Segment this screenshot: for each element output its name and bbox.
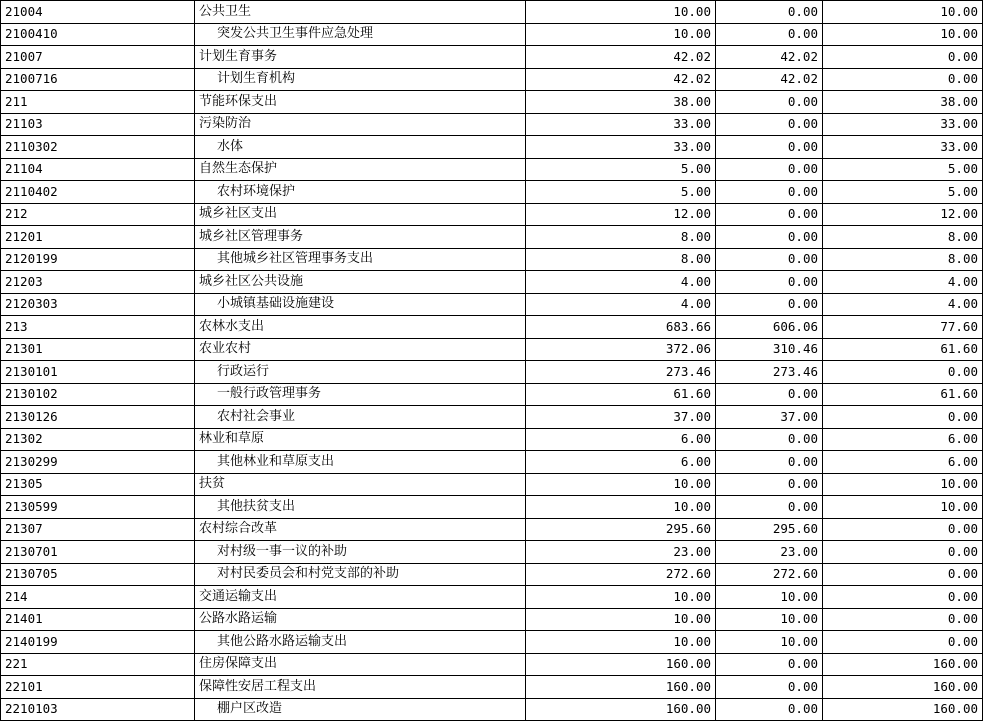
table-row — [1, 226, 983, 249]
subject-code-cell: 21305 — [1, 473, 195, 496]
project-expenditure-cell: 160.00 — [823, 676, 983, 699]
project-expenditure-cell: 10.00 — [823, 473, 983, 496]
project-expenditure-cell: 5.00 — [823, 181, 983, 204]
subject-name-cell: 扶贫 — [195, 473, 526, 496]
basic-expenditure-cell: 0.00 — [716, 136, 823, 159]
subject-name-cell: 住房保障支出 — [195, 653, 526, 676]
total-amount-cell: 33.00 — [526, 113, 716, 136]
table-row — [1, 473, 983, 496]
total-amount-cell: 10.00 — [526, 496, 716, 519]
project-expenditure-cell: 0.00 — [823, 563, 983, 586]
subject-name-cell: 计划生育事务 — [195, 46, 526, 69]
project-expenditure-cell: 0.00 — [823, 68, 983, 91]
project-expenditure-cell: 0.00 — [823, 518, 983, 541]
subject-name-cell: 棚户区改造 — [195, 698, 526, 721]
basic-expenditure-cell: 10.00 — [716, 586, 823, 609]
subject-name-cell: 保障性安居工程支出 — [195, 676, 526, 699]
project-expenditure-cell: 38.00 — [823, 91, 983, 114]
total-amount-cell: 295.60 — [526, 518, 716, 541]
total-amount-cell: 42.02 — [526, 46, 716, 69]
basic-expenditure-cell: 0.00 — [716, 91, 823, 114]
total-amount-cell: 38.00 — [526, 91, 716, 114]
total-amount-cell: 4.00 — [526, 293, 716, 316]
project-expenditure-cell: 77.60 — [823, 316, 983, 339]
table-row — [1, 608, 983, 631]
subject-code-cell: 21302 — [1, 428, 195, 451]
subject-name-cell: 城乡社区支出 — [195, 203, 526, 226]
project-expenditure-cell: 61.60 — [823, 338, 983, 361]
table-row — [1, 248, 983, 271]
basic-expenditure-cell: 42.02 — [716, 46, 823, 69]
subject-code-cell: 21401 — [1, 608, 195, 631]
project-expenditure-cell: 8.00 — [823, 248, 983, 271]
subject-code-cell: 2140199 — [1, 631, 195, 654]
table-row — [1, 136, 983, 159]
basic-expenditure-cell: 0.00 — [716, 293, 823, 316]
table-row — [1, 1, 983, 24]
subject-name-cell: 行政运行 — [195, 361, 526, 384]
subject-code-cell: 2210103 — [1, 698, 195, 721]
project-expenditure-cell: 61.60 — [823, 383, 983, 406]
subject-name-cell: 城乡社区管理事务 — [195, 226, 526, 249]
total-amount-cell: 8.00 — [526, 226, 716, 249]
basic-expenditure-cell: 0.00 — [716, 653, 823, 676]
basic-expenditure-cell: 0.00 — [716, 428, 823, 451]
table-row — [1, 698, 983, 721]
subject-name-cell: 林业和草原 — [195, 428, 526, 451]
total-amount-cell: 273.46 — [526, 361, 716, 384]
total-amount-cell: 272.60 — [526, 563, 716, 586]
basic-expenditure-cell: 0.00 — [716, 1, 823, 24]
table-row — [1, 158, 983, 181]
total-amount-cell: 10.00 — [526, 586, 716, 609]
total-amount-cell: 5.00 — [526, 158, 716, 181]
total-amount-cell: 10.00 — [526, 473, 716, 496]
total-amount-cell: 23.00 — [526, 541, 716, 564]
project-expenditure-cell: 0.00 — [823, 608, 983, 631]
subject-code-cell: 221 — [1, 653, 195, 676]
total-amount-cell: 372.06 — [526, 338, 716, 361]
table-row — [1, 113, 983, 136]
basic-expenditure-cell: 295.60 — [716, 518, 823, 541]
subject-code-cell: 2100716 — [1, 68, 195, 91]
project-expenditure-cell: 0.00 — [823, 361, 983, 384]
basic-expenditure-cell: 0.00 — [716, 383, 823, 406]
subject-code-cell: 213 — [1, 316, 195, 339]
project-expenditure-cell: 0.00 — [823, 586, 983, 609]
total-amount-cell: 6.00 — [526, 428, 716, 451]
basic-expenditure-cell: 0.00 — [716, 271, 823, 294]
total-amount-cell: 10.00 — [526, 23, 716, 46]
subject-name-cell: 计划生育机构 — [195, 68, 526, 91]
subject-code-cell: 2100410 — [1, 23, 195, 46]
basic-expenditure-cell: 10.00 — [716, 631, 823, 654]
subject-name-cell: 对村级一事一议的补助 — [195, 541, 526, 564]
subject-code-cell: 212 — [1, 203, 195, 226]
table-row — [1, 451, 983, 474]
table-row — [1, 586, 983, 609]
table-row — [1, 406, 983, 429]
subject-name-cell: 其他扶贫支出 — [195, 496, 526, 519]
subject-name-cell: 一般行政管理事务 — [195, 383, 526, 406]
table-row — [1, 271, 983, 294]
project-expenditure-cell: 0.00 — [823, 46, 983, 69]
basic-expenditure-cell: 273.46 — [716, 361, 823, 384]
subject-code-cell: 2130101 — [1, 361, 195, 384]
subject-name-cell: 农业农村 — [195, 338, 526, 361]
total-amount-cell: 42.02 — [526, 68, 716, 91]
total-amount-cell: 12.00 — [526, 203, 716, 226]
subject-code-cell: 21103 — [1, 113, 195, 136]
project-expenditure-cell: 10.00 — [823, 496, 983, 519]
project-expenditure-cell: 8.00 — [823, 226, 983, 249]
table-row — [1, 653, 983, 676]
project-expenditure-cell: 33.00 — [823, 113, 983, 136]
subject-name-cell: 小城镇基础设施建设 — [195, 293, 526, 316]
subject-name-cell: 农村综合改革 — [195, 518, 526, 541]
total-amount-cell: 33.00 — [526, 136, 716, 159]
subject-code-cell: 2120303 — [1, 293, 195, 316]
table-row — [1, 68, 983, 91]
table-row — [1, 631, 983, 654]
basic-expenditure-cell: 310.46 — [716, 338, 823, 361]
table-row — [1, 496, 983, 519]
total-amount-cell: 10.00 — [526, 608, 716, 631]
subject-code-cell: 2110402 — [1, 181, 195, 204]
project-expenditure-cell: 160.00 — [823, 653, 983, 676]
total-amount-cell: 37.00 — [526, 406, 716, 429]
basic-expenditure-cell: 272.60 — [716, 563, 823, 586]
total-amount-cell: 10.00 — [526, 1, 716, 24]
project-expenditure-cell: 33.00 — [823, 136, 983, 159]
project-expenditure-cell: 160.00 — [823, 698, 983, 721]
subject-code-cell: 21007 — [1, 46, 195, 69]
total-amount-cell: 160.00 — [526, 698, 716, 721]
subject-name-cell: 农村环境保护 — [195, 181, 526, 204]
subject-code-cell: 21203 — [1, 271, 195, 294]
basic-expenditure-cell: 606.06 — [716, 316, 823, 339]
table-row — [1, 676, 983, 699]
basic-expenditure-cell: 0.00 — [716, 23, 823, 46]
subject-code-cell: 2110302 — [1, 136, 195, 159]
subject-name-cell: 农林水支出 — [195, 316, 526, 339]
subject-code-cell: 21104 — [1, 158, 195, 181]
basic-expenditure-cell: 0.00 — [716, 158, 823, 181]
budget-table-body — [1, 1, 983, 721]
subject-code-cell: 2120199 — [1, 248, 195, 271]
table-row — [1, 563, 983, 586]
project-expenditure-cell: 0.00 — [823, 406, 983, 429]
basic-expenditure-cell: 0.00 — [716, 698, 823, 721]
basic-expenditure-cell: 0.00 — [716, 226, 823, 249]
basic-expenditure-cell: 0.00 — [716, 203, 823, 226]
project-expenditure-cell: 0.00 — [823, 631, 983, 654]
subject-name-cell: 农村社会事业 — [195, 406, 526, 429]
subject-code-cell: 21307 — [1, 518, 195, 541]
total-amount-cell: 10.00 — [526, 631, 716, 654]
basic-expenditure-cell: 42.02 — [716, 68, 823, 91]
subject-name-cell: 突发公共卫生事件应急处理 — [195, 23, 526, 46]
total-amount-cell: 160.00 — [526, 653, 716, 676]
project-expenditure-cell: 0.00 — [823, 541, 983, 564]
table-row — [1, 541, 983, 564]
subject-code-cell: 2130299 — [1, 451, 195, 474]
total-amount-cell: 5.00 — [526, 181, 716, 204]
total-amount-cell: 160.00 — [526, 676, 716, 699]
subject-name-cell: 其他城乡社区管理事务支出 — [195, 248, 526, 271]
total-amount-cell: 683.66 — [526, 316, 716, 339]
table-row — [1, 203, 983, 226]
total-amount-cell: 8.00 — [526, 248, 716, 271]
subject-name-cell: 节能环保支出 — [195, 91, 526, 114]
basic-expenditure-cell: 0.00 — [716, 473, 823, 496]
subject-code-cell: 2130705 — [1, 563, 195, 586]
table-row — [1, 338, 983, 361]
project-expenditure-cell: 12.00 — [823, 203, 983, 226]
project-expenditure-cell: 6.00 — [823, 451, 983, 474]
table-row — [1, 428, 983, 451]
subject-code-cell: 22101 — [1, 676, 195, 699]
subject-name-cell: 对村民委员会和村党支部的补助 — [195, 563, 526, 586]
subject-code-cell: 21004 — [1, 1, 195, 24]
table-row — [1, 361, 983, 384]
basic-expenditure-cell: 0.00 — [716, 451, 823, 474]
basic-expenditure-cell: 37.00 — [716, 406, 823, 429]
subject-code-cell: 2130102 — [1, 383, 195, 406]
basic-expenditure-cell: 10.00 — [716, 608, 823, 631]
basic-expenditure-cell: 0.00 — [716, 496, 823, 519]
basic-expenditure-cell: 0.00 — [716, 113, 823, 136]
total-amount-cell: 61.60 — [526, 383, 716, 406]
table-row — [1, 23, 983, 46]
subject-code-cell: 2130126 — [1, 406, 195, 429]
subject-code-cell: 214 — [1, 586, 195, 609]
project-expenditure-cell: 4.00 — [823, 293, 983, 316]
basic-expenditure-cell: 0.00 — [716, 181, 823, 204]
table-row — [1, 46, 983, 69]
subject-code-cell: 21301 — [1, 338, 195, 361]
project-expenditure-cell: 4.00 — [823, 271, 983, 294]
total-amount-cell: 4.00 — [526, 271, 716, 294]
table-row — [1, 91, 983, 114]
subject-name-cell: 公共卫生 — [195, 1, 526, 24]
subject-name-cell: 其他公路水路运输支出 — [195, 631, 526, 654]
subject-code-cell: 21201 — [1, 226, 195, 249]
basic-expenditure-cell: 0.00 — [716, 676, 823, 699]
subject-name-cell: 公路水路运输 — [195, 608, 526, 631]
subject-code-cell: 2130701 — [1, 541, 195, 564]
subject-code-cell: 211 — [1, 91, 195, 114]
subject-name-cell: 城乡社区公共设施 — [195, 271, 526, 294]
table-row — [1, 518, 983, 541]
basic-expenditure-cell: 23.00 — [716, 541, 823, 564]
project-expenditure-cell: 10.00 — [823, 23, 983, 46]
subject-name-cell: 其他林业和草原支出 — [195, 451, 526, 474]
table-row — [1, 383, 983, 406]
subject-code-cell: 2130599 — [1, 496, 195, 519]
total-amount-cell: 6.00 — [526, 451, 716, 474]
subject-name-cell: 自然生态保护 — [195, 158, 526, 181]
subject-name-cell: 污染防治 — [195, 113, 526, 136]
subject-name-cell: 交通运输支出 — [195, 586, 526, 609]
project-expenditure-cell: 6.00 — [823, 428, 983, 451]
project-expenditure-cell: 5.00 — [823, 158, 983, 181]
table-row — [1, 181, 983, 204]
table-row — [1, 293, 983, 316]
project-expenditure-cell: 10.00 — [823, 1, 983, 24]
table-row — [1, 316, 983, 339]
subject-name-cell: 水体 — [195, 136, 526, 159]
basic-expenditure-cell: 0.00 — [716, 248, 823, 271]
